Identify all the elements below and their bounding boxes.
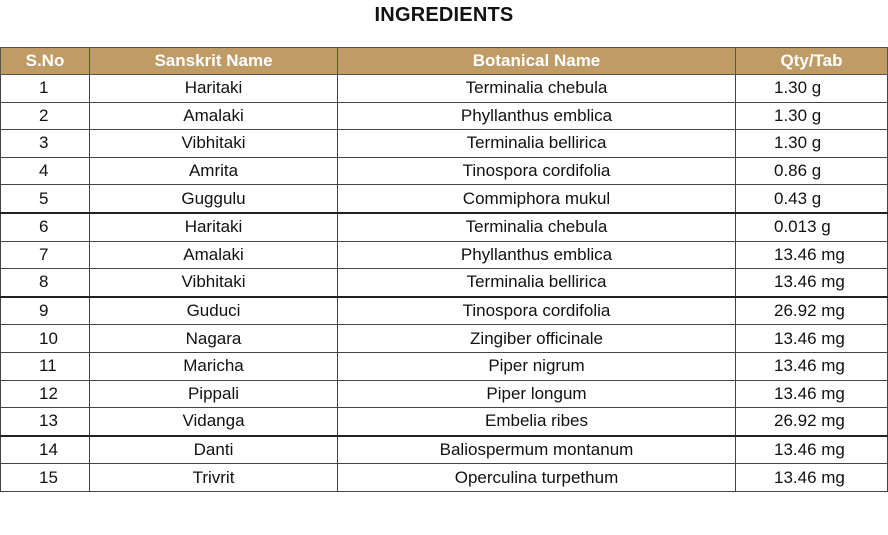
cell-botanical-name: Tinospora cordifolia bbox=[338, 157, 736, 185]
table-row bbox=[1, 464, 888, 492]
cell-qty: 1.30 g bbox=[736, 130, 888, 158]
cell-sanskrit-name: Guggulu bbox=[90, 185, 338, 213]
cell-botanical-name: Piper longum bbox=[338, 380, 736, 408]
table-row bbox=[1, 269, 888, 297]
table-row bbox=[1, 130, 888, 158]
cell-botanical-name: Baliospermum montanum bbox=[338, 436, 736, 464]
cell-sno: 14 bbox=[1, 436, 90, 464]
header-sno: S.No bbox=[1, 48, 90, 75]
cell-sanskrit-name: Guduci bbox=[90, 297, 338, 325]
cell-botanical-name: Tinospora cordifolia bbox=[338, 297, 736, 325]
cell-botanical-name: Operculina turpethum bbox=[338, 464, 736, 492]
table-body bbox=[1, 75, 888, 492]
cell-qty: 1.30 g bbox=[736, 102, 888, 130]
table-row bbox=[1, 297, 888, 325]
table-row bbox=[1, 213, 888, 241]
cell-qty: 13.46 mg bbox=[736, 464, 888, 492]
cell-sanskrit-name: Vibhitaki bbox=[90, 130, 338, 158]
cell-qty: 13.46 mg bbox=[736, 325, 888, 353]
cell-botanical-name: Phyllanthus emblica bbox=[338, 102, 736, 130]
cell-botanical-name: Phyllanthus emblica bbox=[338, 241, 736, 269]
table-row bbox=[1, 408, 888, 436]
cell-botanical-name: Piper nigrum bbox=[338, 352, 736, 380]
table-row bbox=[1, 436, 888, 464]
cell-qty: 13.46 mg bbox=[736, 436, 888, 464]
cell-botanical-name: Embelia ribes bbox=[338, 408, 736, 436]
cell-qty: 1.30 g bbox=[736, 75, 888, 103]
table-row bbox=[1, 352, 888, 380]
cell-sanskrit-name: Nagara bbox=[90, 325, 338, 353]
cell-sno: 5 bbox=[1, 185, 90, 213]
cell-qty: 13.46 mg bbox=[736, 241, 888, 269]
header-botanical-name: Botanical Name bbox=[338, 48, 736, 75]
cell-qty: 0.43 g bbox=[736, 185, 888, 213]
cell-sanskrit-name: Haritaki bbox=[90, 213, 338, 241]
cell-sno: 12 bbox=[1, 380, 90, 408]
cell-qty: 0.013 g bbox=[736, 213, 888, 241]
cell-sanskrit-name: Amalaki bbox=[90, 102, 338, 130]
cell-botanical-name: Commiphora mukul bbox=[338, 185, 736, 213]
table-header bbox=[1, 48, 888, 75]
cell-qty: 13.46 mg bbox=[736, 269, 888, 297]
table-row bbox=[1, 75, 888, 103]
cell-sno: 2 bbox=[1, 102, 90, 130]
page-title: INGREDIENTS bbox=[374, 4, 514, 26]
cell-sno: 6 bbox=[1, 213, 90, 241]
cell-sanskrit-name: Amalaki bbox=[90, 241, 338, 269]
table-row bbox=[1, 325, 888, 353]
cell-sanskrit-name: Amrita bbox=[90, 157, 338, 185]
header-row bbox=[1, 48, 888, 75]
cell-sno: 15 bbox=[1, 464, 90, 492]
table-row bbox=[1, 241, 888, 269]
cell-sno: 11 bbox=[1, 352, 90, 380]
cell-qty: 13.46 mg bbox=[736, 380, 888, 408]
table-row bbox=[1, 185, 888, 213]
cell-sanskrit-name: Trivrit bbox=[90, 464, 338, 492]
table-row bbox=[1, 380, 888, 408]
cell-sanskrit-name: Vidanga bbox=[90, 408, 338, 436]
cell-qty: 0.86 g bbox=[736, 157, 888, 185]
cell-sanskrit-name: Vibhitaki bbox=[90, 269, 338, 297]
cell-sanskrit-name: Maricha bbox=[90, 352, 338, 380]
cell-qty: 13.46 mg bbox=[736, 352, 888, 380]
cell-sno: 13 bbox=[1, 408, 90, 436]
cell-qty: 26.92 mg bbox=[736, 297, 888, 325]
cell-sanskrit-name: Haritaki bbox=[90, 75, 338, 103]
header-qty-tab: Qty/Tab bbox=[736, 48, 888, 75]
cell-botanical-name: Terminalia bellirica bbox=[338, 130, 736, 158]
cell-sanskrit-name: Pippali bbox=[90, 380, 338, 408]
table-row bbox=[1, 102, 888, 130]
cell-sno: 3 bbox=[1, 130, 90, 158]
cell-sno: 8 bbox=[1, 269, 90, 297]
cell-botanical-name: Terminalia bellirica bbox=[338, 269, 736, 297]
cell-qty: 26.92 mg bbox=[736, 408, 888, 436]
cell-sno: 4 bbox=[1, 157, 90, 185]
cell-sno: 9 bbox=[1, 297, 90, 325]
cell-sno: 1 bbox=[1, 75, 90, 103]
cell-botanical-name: Terminalia chebula bbox=[338, 75, 736, 103]
cell-botanical-name: Zingiber officinale bbox=[338, 325, 736, 353]
header-sanskrit-name: Sanskrit Name bbox=[90, 48, 338, 75]
cell-sno: 10 bbox=[1, 325, 90, 353]
cell-sanskrit-name: Danti bbox=[90, 436, 338, 464]
table-row bbox=[1, 157, 888, 185]
ingredients-table bbox=[0, 47, 888, 492]
cell-botanical-name: Terminalia chebula bbox=[338, 213, 736, 241]
cell-sno: 7 bbox=[1, 241, 90, 269]
